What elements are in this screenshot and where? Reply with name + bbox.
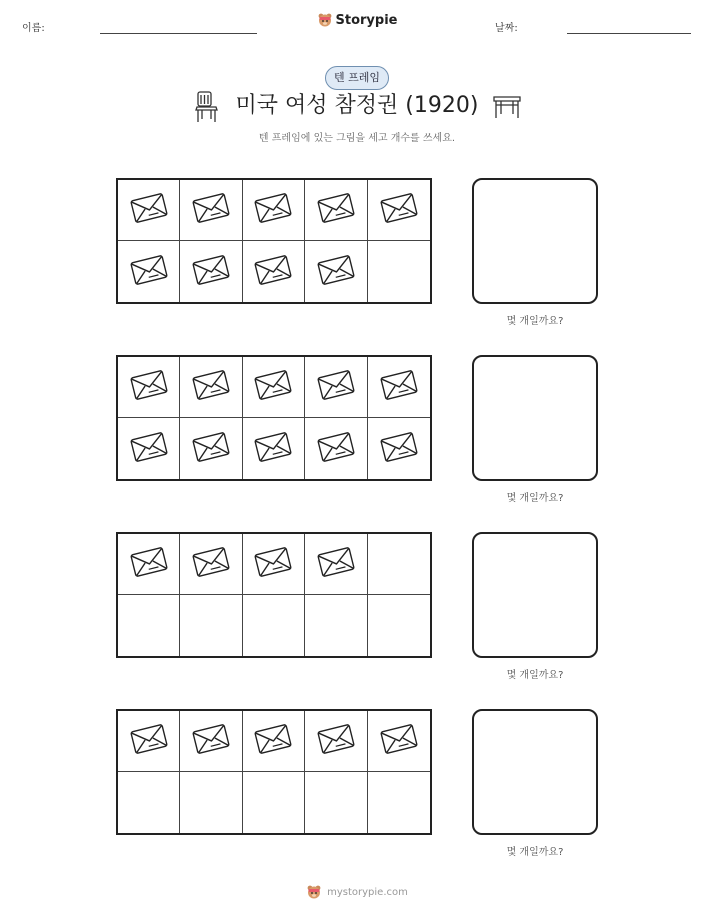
envelope-icon xyxy=(316,430,356,468)
frame-cell xyxy=(180,357,242,418)
envelope-icon xyxy=(253,191,293,229)
envelope-icon xyxy=(129,368,169,406)
frame-cell xyxy=(180,241,242,302)
frame-cell xyxy=(305,241,367,302)
envelope-icon xyxy=(129,722,169,760)
frame-cell xyxy=(243,241,305,302)
frame-cell xyxy=(305,534,367,595)
frame-cell xyxy=(368,534,430,595)
footer-url: mystorypie.com xyxy=(327,886,408,898)
frame-cell xyxy=(118,711,180,772)
envelope-icon xyxy=(316,545,356,583)
envelope-icon xyxy=(191,722,231,760)
name-label: 이름: xyxy=(22,23,45,34)
frame-cell xyxy=(180,595,242,656)
envelope-icon xyxy=(129,253,169,291)
topic-badge: 텐 프레임 xyxy=(325,66,389,90)
frame-cell xyxy=(305,418,367,479)
name-line xyxy=(100,33,257,34)
envelope-icon xyxy=(316,368,356,406)
ten-frame-2 xyxy=(116,355,432,481)
envelope-icon xyxy=(253,545,293,583)
question-3: 몇 개일까요? xyxy=(506,670,564,681)
brand-name: Storypie xyxy=(335,12,398,28)
frame-cell xyxy=(243,772,305,833)
page-title: 미국 여성 참정권 (1920) xyxy=(235,93,479,118)
table-icon xyxy=(492,94,522,120)
frame-cell xyxy=(368,711,430,772)
frame-cell xyxy=(118,180,180,241)
frame-cell xyxy=(180,180,242,241)
envelope-icon xyxy=(316,191,356,229)
frame-cell xyxy=(243,357,305,418)
envelope-icon xyxy=(191,191,231,229)
envelope-icon xyxy=(129,545,169,583)
answer-box-3[interactable] xyxy=(472,532,598,658)
frame-cell xyxy=(305,595,367,656)
frame-cell xyxy=(305,772,367,833)
frame-cell xyxy=(243,418,305,479)
question-2: 몇 개일까요? xyxy=(506,493,564,504)
envelope-icon xyxy=(253,430,293,468)
instructions: 텐 프레임에 있는 그림을 세고 개수를 쓰세요. xyxy=(258,133,456,144)
question-4: 몇 개일까요? xyxy=(506,847,564,858)
envelope-icon xyxy=(379,191,419,229)
bear-icon xyxy=(306,884,322,900)
frame-cell xyxy=(180,534,242,595)
envelope-icon xyxy=(191,253,231,291)
frame-cell xyxy=(243,180,305,241)
envelope-icon xyxy=(191,545,231,583)
date-label: 날짜: xyxy=(495,23,518,34)
envelope-icon xyxy=(316,722,356,760)
frame-cell xyxy=(368,241,430,302)
envelope-icon xyxy=(191,368,231,406)
frame-cell xyxy=(118,595,180,656)
envelope-icon xyxy=(191,430,231,468)
frame-cell xyxy=(368,180,430,241)
frame-cell xyxy=(305,180,367,241)
frame-cell xyxy=(243,534,305,595)
frame-cell xyxy=(368,595,430,656)
answer-box-2[interactable] xyxy=(472,355,598,481)
frame-cell xyxy=(368,772,430,833)
envelope-icon xyxy=(379,430,419,468)
bear-icon xyxy=(317,12,333,28)
date-line xyxy=(567,33,691,34)
envelope-icon xyxy=(379,368,419,406)
frame-cell xyxy=(243,595,305,656)
question-1: 몇 개일까요? xyxy=(506,316,564,327)
footer xyxy=(0,884,714,900)
answer-box-1[interactable] xyxy=(472,178,598,304)
envelope-icon xyxy=(129,191,169,229)
envelope-icon xyxy=(129,430,169,468)
frame-cell xyxy=(118,418,180,479)
frame-cell xyxy=(118,241,180,302)
frame-cell xyxy=(118,357,180,418)
envelope-icon xyxy=(379,722,419,760)
frame-cell xyxy=(305,711,367,772)
frame-cell xyxy=(180,418,242,479)
envelope-icon xyxy=(253,722,293,760)
frame-cell xyxy=(243,711,305,772)
frame-cell xyxy=(368,418,430,479)
envelope-icon xyxy=(316,253,356,291)
envelope-icon xyxy=(253,253,293,291)
frame-cell xyxy=(118,534,180,595)
ten-frame-1 xyxy=(116,178,432,304)
ten-frame-4 xyxy=(116,709,432,835)
envelope-icon xyxy=(253,368,293,406)
answer-box-4[interactable] xyxy=(472,709,598,835)
frame-cell xyxy=(118,772,180,833)
frame-cell xyxy=(180,711,242,772)
frame-cell xyxy=(368,357,430,418)
brand-logo xyxy=(0,12,714,28)
frame-cell xyxy=(305,357,367,418)
frame-cell xyxy=(180,772,242,833)
ten-frame-3 xyxy=(116,532,432,658)
